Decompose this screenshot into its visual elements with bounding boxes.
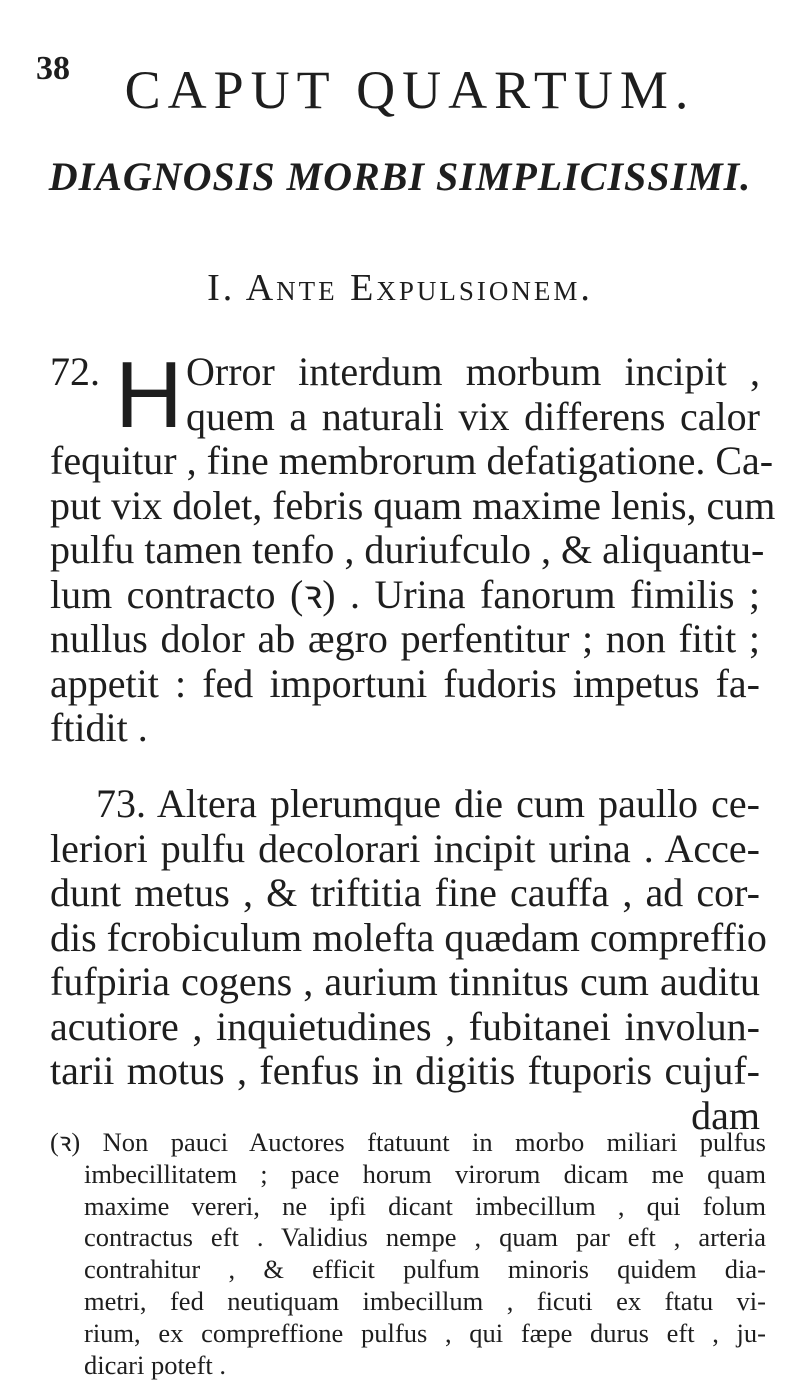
text-line: appetit : fed importuni fudoris impetus fa- bbox=[50, 660, 760, 706]
footnote-line: imbecillitatem ; pace horum virorum dicam me quam bbox=[84, 1158, 766, 1189]
paragraph-number: 72. bbox=[50, 349, 100, 394]
chapter-title: CAPUT QUARTUM. bbox=[124, 60, 696, 120]
footnote-line: metri, fed neutiquam imbecillum , ficuti ex ftatu vi- bbox=[84, 1285, 766, 1316]
catchword: dam bbox=[691, 1092, 760, 1138]
paragraph-73 bbox=[50, 781, 767, 1138]
footnote-line: contrahitur , & efficit pulfum minoris quidem dia- bbox=[84, 1254, 766, 1285]
text-line: Orror interdum morbum incipit , bbox=[186, 349, 760, 394]
chapter-subtitle: DIAGNOSIS MORBI SIMPLICISSIMI. bbox=[48, 154, 752, 199]
footnote-line: rium, ex compreffione pulfus , qui fæpe durus eft , ju- bbox=[84, 1317, 766, 1348]
text-line: acutiore , inquietudines , fubitanei involun- bbox=[50, 1003, 760, 1049]
page-number: 38 bbox=[36, 50, 70, 87]
text-line: nullus dolor ab ægro perfentitur ; non fitit ; bbox=[50, 616, 760, 661]
text-line: ftidit . bbox=[50, 705, 148, 750]
text-line: leriori pulfu decolorari incipit urina . Acce- bbox=[50, 825, 760, 871]
text-line: dis fcrobiculum molefta quædam compreffio bbox=[50, 914, 767, 960]
footnote bbox=[50, 1127, 766, 1381]
text-line: quem a naturali vix differens calor bbox=[186, 393, 760, 439]
text-line: put vix dolet, febris quam maxime lenis, cum bbox=[50, 482, 776, 528]
text-line: fequitur , fine membrorum defatigatione. Ca- bbox=[50, 438, 774, 483]
footnote-line: contractus eft . Validius nempe , quam par eft , arteria bbox=[84, 1222, 766, 1253]
text-line: tarii motus , fenfus in digitis ftuporis cujuf- bbox=[50, 1048, 760, 1093]
text-line: dunt metus , & triftitia fine cauffa , ad cor- bbox=[50, 870, 760, 915]
section-heading: I. Ante Expulsionem. bbox=[207, 267, 593, 309]
footnote-line: dicari poteft . bbox=[84, 1349, 227, 1380]
paragraph-72 bbox=[50, 342, 776, 751]
footnote-line: maxime vereri, ne ipfi dicant imbecillum , qui folum bbox=[84, 1190, 766, 1221]
text-line: pulfu tamen tenfo , duriufculo , & aliquantu- bbox=[50, 527, 765, 572]
text-line: fufpiria cogens , aurium tinnitus cum auditu bbox=[50, 959, 760, 1004]
footnote-line: (ꝛ) Non pauci Auctores ftatuunt in morbo miliari pulfus bbox=[50, 1127, 766, 1157]
drop-cap: H bbox=[115, 342, 183, 447]
text-line: 73. Altera plerumque die cum paullo ce- bbox=[96, 781, 760, 826]
text-line: lum contracto (ꝛ) . Urina fanorum fimilis ; bbox=[50, 571, 760, 617]
